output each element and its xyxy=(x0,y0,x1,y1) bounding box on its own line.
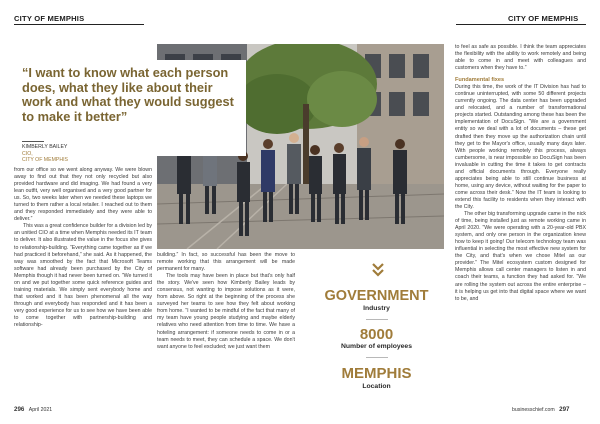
issue-date: April 2021 xyxy=(28,407,53,413)
body-column-1 xyxy=(14,167,152,329)
quote-divider xyxy=(22,141,44,142)
col1-paragraph: from our office so we went along anyway. We were blown away to find out that they not only recycled but also provided hardware and did imaging. We had found a very lean outfit, very well organised and a very good partner for us. So, two weeks later when we needed these laptops we turned to them rather a local retailer. I reached out to them and they responded immediately and they were able to deliver.” xyxy=(14,167,152,223)
chevron-down-icon xyxy=(372,262,384,278)
stats-divider xyxy=(366,357,388,358)
header-rule-left xyxy=(14,24,144,25)
body-column-3 xyxy=(455,44,586,303)
employees-label: Number of employees xyxy=(340,343,412,350)
website: businesschief.com xyxy=(512,407,555,413)
location-value: MEMPHIS xyxy=(341,365,412,382)
col3-intro: to feel as safe as possible. I think the team appreciates the flexibility with the ability to work remotely and being able to come in and meet with colleagues and customers when they have to.” xyxy=(455,44,586,72)
industry-value: GOVERNMENT xyxy=(324,288,429,304)
footer-right xyxy=(512,406,569,413)
running-head-left: CITY OF MEMPHIS xyxy=(14,14,85,23)
quote-title: CIO, xyxy=(22,150,33,157)
col1-paragraph: This was a great confidence builder for a division led by an unitied CIO at a time when Memphis needed its IT team to deliver. It also illustrated the value in the focus she gives to relationship-building. “Everything came together as if we had practiced it beforehand,” she said. As it happened, the way was smoothed by the fact that Microsoft Teams software had already been purchased by the City of Memphis though it had never been turned on. “We turned it on and we put together some quick reference guides and training materials. We simply sent everybody home and that worked and it has been phenomenal all the way through and everybody has responded and it has been a very good experience for us to see how we have been able to come together with partnership-building and relationship- xyxy=(14,223,152,329)
section-subhead: Fundamental fixes xyxy=(455,77,505,84)
running-head-right: CITY OF MEMPHIS xyxy=(508,14,579,23)
quote-attribution xyxy=(22,144,68,164)
page-number-right: 297 xyxy=(559,406,570,413)
pull-quote-box xyxy=(14,60,246,156)
col2-paragraph: building.” In fact, so successful has been the move to remote working that this arrangement will be made permanent for many. xyxy=(157,252,295,273)
col3-paragraph: During this time, the work of the IT Division has had to continue uninterrupted, with some 50 different projects currently ongoing. The data center has been upgraded and relocated, and a number of transformational projects started. Outstanding among these has been the implementation of DocuSign. “We are a government entity so we deal with a lot of documents – these get drafted then they move up the authorization chain until they get to the Mayor's office, usually many days later. With people working remotely this process, always cumbersome, is near impossible so DocuSign has been invaluable in cutting the time it takes to get contracts and official documents through. Everyone really appreciates being able to still continue business at home, using any device, without waiting for the paper to come across their desk.” Now the IT team is looking to extend this facility to residents when they interact with the City. xyxy=(455,84,586,210)
footer-left xyxy=(14,406,52,413)
col3-paragraph: The other big transforming upgrade came in the nick of time, being installed just as remote working came in April 2020. “We were operating with a 20-year-old PBX system, and only one person in the organization knew how to keep it going! Our telecom technology team was influential in selecting the most effective new system for the City, and that's when we chose Mitel as our provider.” The Mitel ecosystem custom designed for Memphis allows call center managers to listen in and coach their teams, a function they had asked for. “We are rolling the system out across the entire enterprise – it is helping us get into that digital space where we want to be, and xyxy=(455,211,586,302)
pull-quote-text: “I want to know what each person does, what they like about their work and what they would suggest to make it better” xyxy=(22,65,234,124)
col2-paragraph: The tools may have been in place but that's only half the story. We've seen how Kimberly Bailey leads by consensus, not wanting to impose solutions as it were, from above. So right at the beginning of the process she surveyed her teams to see how they felt about working from home. “I wanted to be mindful of the fact that many of my team have young people studying and maybe elderly relatives who need attention from time to time. We have a hoteling arrangement: if someone needs to come in or a team needs to meet, they can schedule a space. We don't want anyone to feel excluded; we just want them xyxy=(157,273,295,350)
body-column-2 xyxy=(157,252,295,351)
page-number-left: 296 xyxy=(14,406,25,413)
stats-divider xyxy=(366,319,388,320)
header-rule-right xyxy=(456,24,586,25)
quote-name: KIMBERLY BAILEY xyxy=(22,144,68,150)
location-label: Location xyxy=(362,383,391,390)
employees-value: 8000 xyxy=(359,326,394,343)
industry-label: Industry xyxy=(363,305,390,312)
quote-org: CITY OF MEMPHIS xyxy=(22,157,69,163)
